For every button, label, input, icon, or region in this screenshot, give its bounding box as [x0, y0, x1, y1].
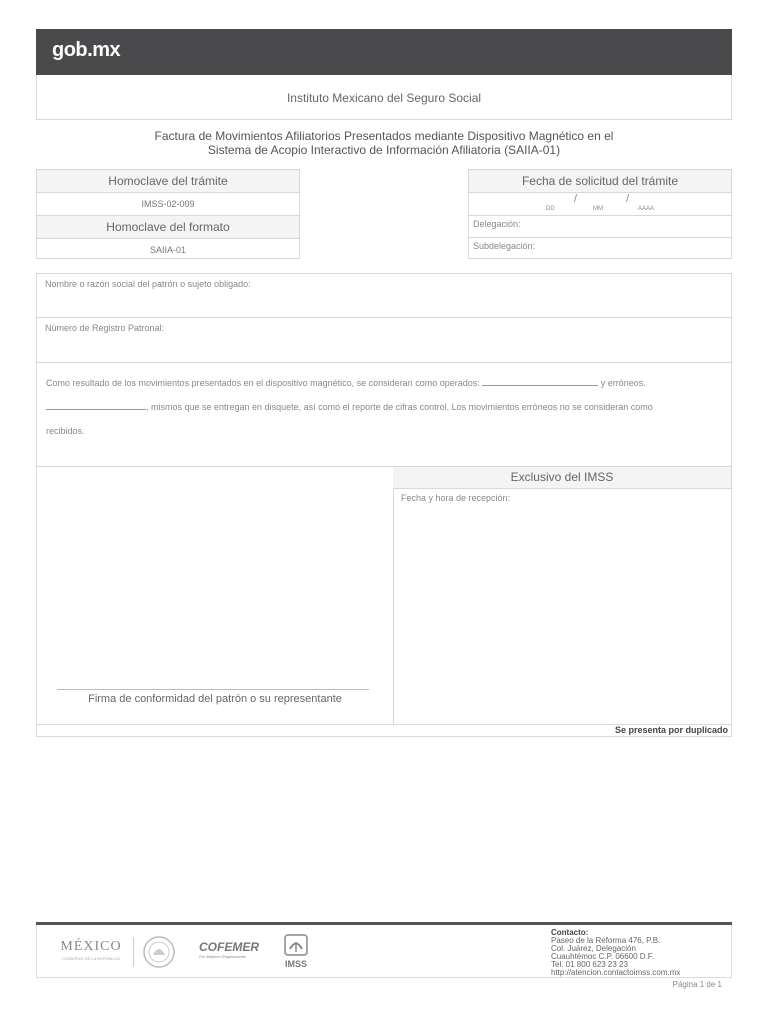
- cofemer-logo-sub: Por Mejores Regulaciones: [199, 954, 246, 959]
- paragraph-part-1: Como resultado de los movimientos presentados en el dispositivo magnético, se consideran como operados:: [46, 378, 480, 388]
- subdelegacion-field[interactable]: Subdelegación:: [473, 241, 536, 251]
- contact-block: [551, 929, 680, 977]
- imss-logo-text: IMSS: [284, 959, 307, 969]
- mexico-logo-sub: GOBIERNO DE LA REPÚBLICA: [62, 956, 120, 961]
- page-number: Página 1 de 1: [672, 980, 722, 989]
- fecha-hora-recepcion-field[interactable]: Fecha y hora de recepción:: [401, 493, 511, 503]
- paragraph-part-4: recibidos.: [46, 426, 85, 436]
- contact-phone: Tel. 01 800 623 23 23: [551, 960, 628, 969]
- cofemer-logo: [199, 940, 259, 959]
- homoclave-table: [36, 169, 300, 259]
- contact-title: Contacto:: [551, 928, 589, 937]
- movimientos-paragraph: [37, 363, 731, 467]
- homoclave-formato-value: SAIIA-01: [149, 245, 187, 255]
- signature-label: Firma de conformidad del patrón o su representante: [88, 693, 342, 705]
- duplicate-note: Se presenta por duplicado: [614, 725, 728, 735]
- lower-section: [37, 467, 731, 725]
- institution-name: Instituto Mexicano del Seguro Social: [36, 75, 732, 120]
- mexico-logo-text: MÉXICO: [60, 939, 122, 954]
- homoclave-tramite-label: Homoclave del trámite: [37, 170, 299, 193]
- paragraph-part-2: y erróneos.: [600, 378, 646, 388]
- nombre-field[interactable]: Nombre o razón social del patrón o sujeto obligado:: [37, 274, 731, 318]
- contact-address-2: Col. Juárez, Delegación: [551, 944, 636, 953]
- mexico-logo: [51, 939, 131, 961]
- date-separator-1: /: [574, 193, 578, 205]
- operados-blank[interactable]: [482, 385, 598, 386]
- form-title-line-1: Factura de Movimientos Afiliatorios Presentados mediante Dispositivo Magnético en el: [154, 129, 614, 143]
- signature-area[interactable]: [37, 467, 394, 725]
- imss-logo: [278, 934, 314, 969]
- contact-url[interactable]: http://atencion.contactoimss.com.mx: [551, 968, 681, 977]
- brand-logo: gob.mx: [52, 39, 121, 61]
- imss-exclusive-title: Exclusivo del IMSS: [393, 467, 731, 489]
- duplicate-row: [37, 724, 731, 737]
- delegacion-field[interactable]: Delegación:: [469, 216, 731, 238]
- patron-form: [36, 273, 732, 737]
- imss-exclusive-section: [393, 467, 731, 725]
- signature-line: [57, 689, 369, 690]
- date-separator-2: /: [626, 193, 630, 205]
- paragraph-part-3: , mismos que se entregan en disquete, así como el reporte de cifras control. Los movimientos erróneos no se consideran como: [146, 402, 653, 412]
- imss-eagle-icon: [283, 934, 309, 956]
- fecha-solicitud-table: [468, 169, 732, 259]
- homoclave-formato-label: Homoclave del formato: [37, 216, 299, 239]
- footer: [36, 925, 732, 978]
- registro-patronal-field[interactable]: Número de Registro Patronal:: [37, 318, 731, 363]
- date-field[interactable]: [469, 193, 731, 216]
- cofemer-logo-text: COFEMER: [199, 940, 259, 954]
- date-mm-label: MM: [593, 206, 603, 212]
- date-aaaa-label: AAAA: [638, 206, 655, 212]
- form-title: [36, 129, 732, 157]
- contact-address-3: Cuauhtémoc C.P. 06600 D.F.: [551, 952, 655, 961]
- homoclave-tramite-value: IMSS-02-009: [37, 193, 299, 216]
- fecha-solicitud-label: Fecha de solicitud del trámite: [469, 170, 731, 193]
- national-seal-icon: [140, 935, 178, 974]
- erroneos-blank[interactable]: [46, 409, 146, 410]
- footer-logo-divider: [133, 937, 134, 967]
- date-dd-label: DD: [546, 206, 555, 212]
- contact-address-1: Paseo de la Reforma 476, P.B.: [551, 936, 661, 945]
- gob-mx-header: [36, 29, 732, 75]
- form-title-line-2: Sistema de Acopio Interactivo de Información Afiliatoria (SAIIA-01): [207, 143, 561, 157]
